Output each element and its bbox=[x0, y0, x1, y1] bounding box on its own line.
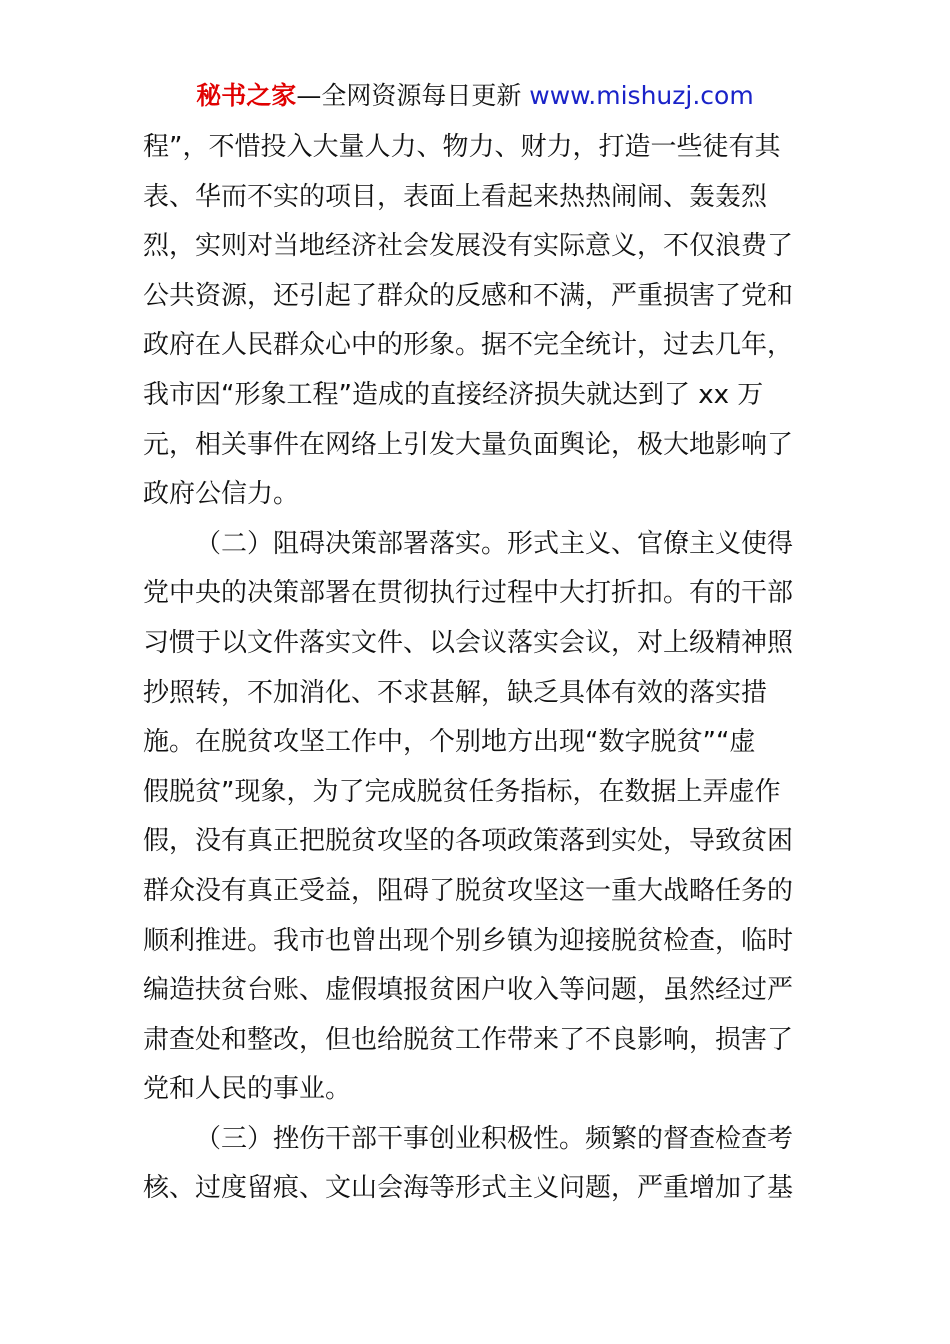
text-line: 政府在人民群众心中的形象。据不完全统计，过去几年， bbox=[143, 330, 794, 361]
header-tagline: —全网资源每日更新 bbox=[296, 81, 530, 110]
text-line: 顺利推进。我市也曾出现个别乡镇为迎接脱贫检查，临时 bbox=[143, 925, 794, 956]
section-heading-line: （二）阻碍决策部署落实。形式主义、官僚主义使得 bbox=[195, 528, 794, 559]
text-line: 肃查处和整改，但也给脱贫工作带来了不良影响，损害了 bbox=[143, 1024, 794, 1055]
document-body bbox=[143, 123, 813, 1214]
text-line: 党和人民的事业。 bbox=[143, 1074, 352, 1105]
text-line: 表、华而不实的项目，表面上看起来热热闹闹、轰轰烈 bbox=[143, 181, 768, 212]
text-line: 公共资源，还引起了群众的反感和不满，严重损害了党和 bbox=[143, 280, 794, 311]
text-line: 假，没有真正把脱贫攻坚的各项政策落到实处，导致贫困 bbox=[143, 826, 794, 857]
text-line: 编造扶贫台账、虚假填报贫困户收入等问题，虽然经过严 bbox=[143, 975, 794, 1006]
text-line: 烈，实则对当地经济社会发展没有实际意义，不仅浪费了 bbox=[143, 231, 794, 262]
text-line: 群众没有真正受益，阻碍了脱贫攻坚这一重大战略任务的 bbox=[143, 875, 794, 906]
page-header bbox=[0, 78, 950, 114]
text-line: 政府公信力。 bbox=[143, 479, 300, 510]
site-url-link[interactable]: www.mishuzj.com bbox=[529, 81, 754, 110]
text-line: 程”，不惜投入大量人力、物力、财力，打造一些徒有其 bbox=[143, 132, 781, 162]
text-line: 习惯于以文件落实文件、以会议落实会议，对上级精神照 bbox=[143, 627, 794, 658]
text-line: 假脱贫”现象，为了完成脱贫任务指标，在数据上弄虚作 bbox=[143, 776, 781, 807]
text-line: 党中央的决策部署在贯彻执行过程中大打折扣。有的干部 bbox=[143, 578, 794, 609]
text-line: 核、过度留痕、文山会海等形式主义问题，严重增加了基 bbox=[143, 1173, 794, 1204]
text-line: 元，相关事件在网络上引发大量负面舆论，极大地影响了 bbox=[143, 429, 794, 460]
text-line: 我市因“形象工程”造成的直接经济损失就达到了 xx 万 bbox=[143, 379, 764, 410]
brand-name: 秘书之家 bbox=[196, 81, 297, 110]
section-heading-line: （三）挫伤干部干事创业积极性。频繁的督查检查考 bbox=[195, 1123, 794, 1154]
text-line: 施。在脱贫攻坚工作中，个别地方出现“数字脱贫”“虚 bbox=[143, 727, 756, 758]
text-line: 抄照转，不加消化、不求甚解，缺乏具体有效的落实措 bbox=[143, 677, 768, 708]
